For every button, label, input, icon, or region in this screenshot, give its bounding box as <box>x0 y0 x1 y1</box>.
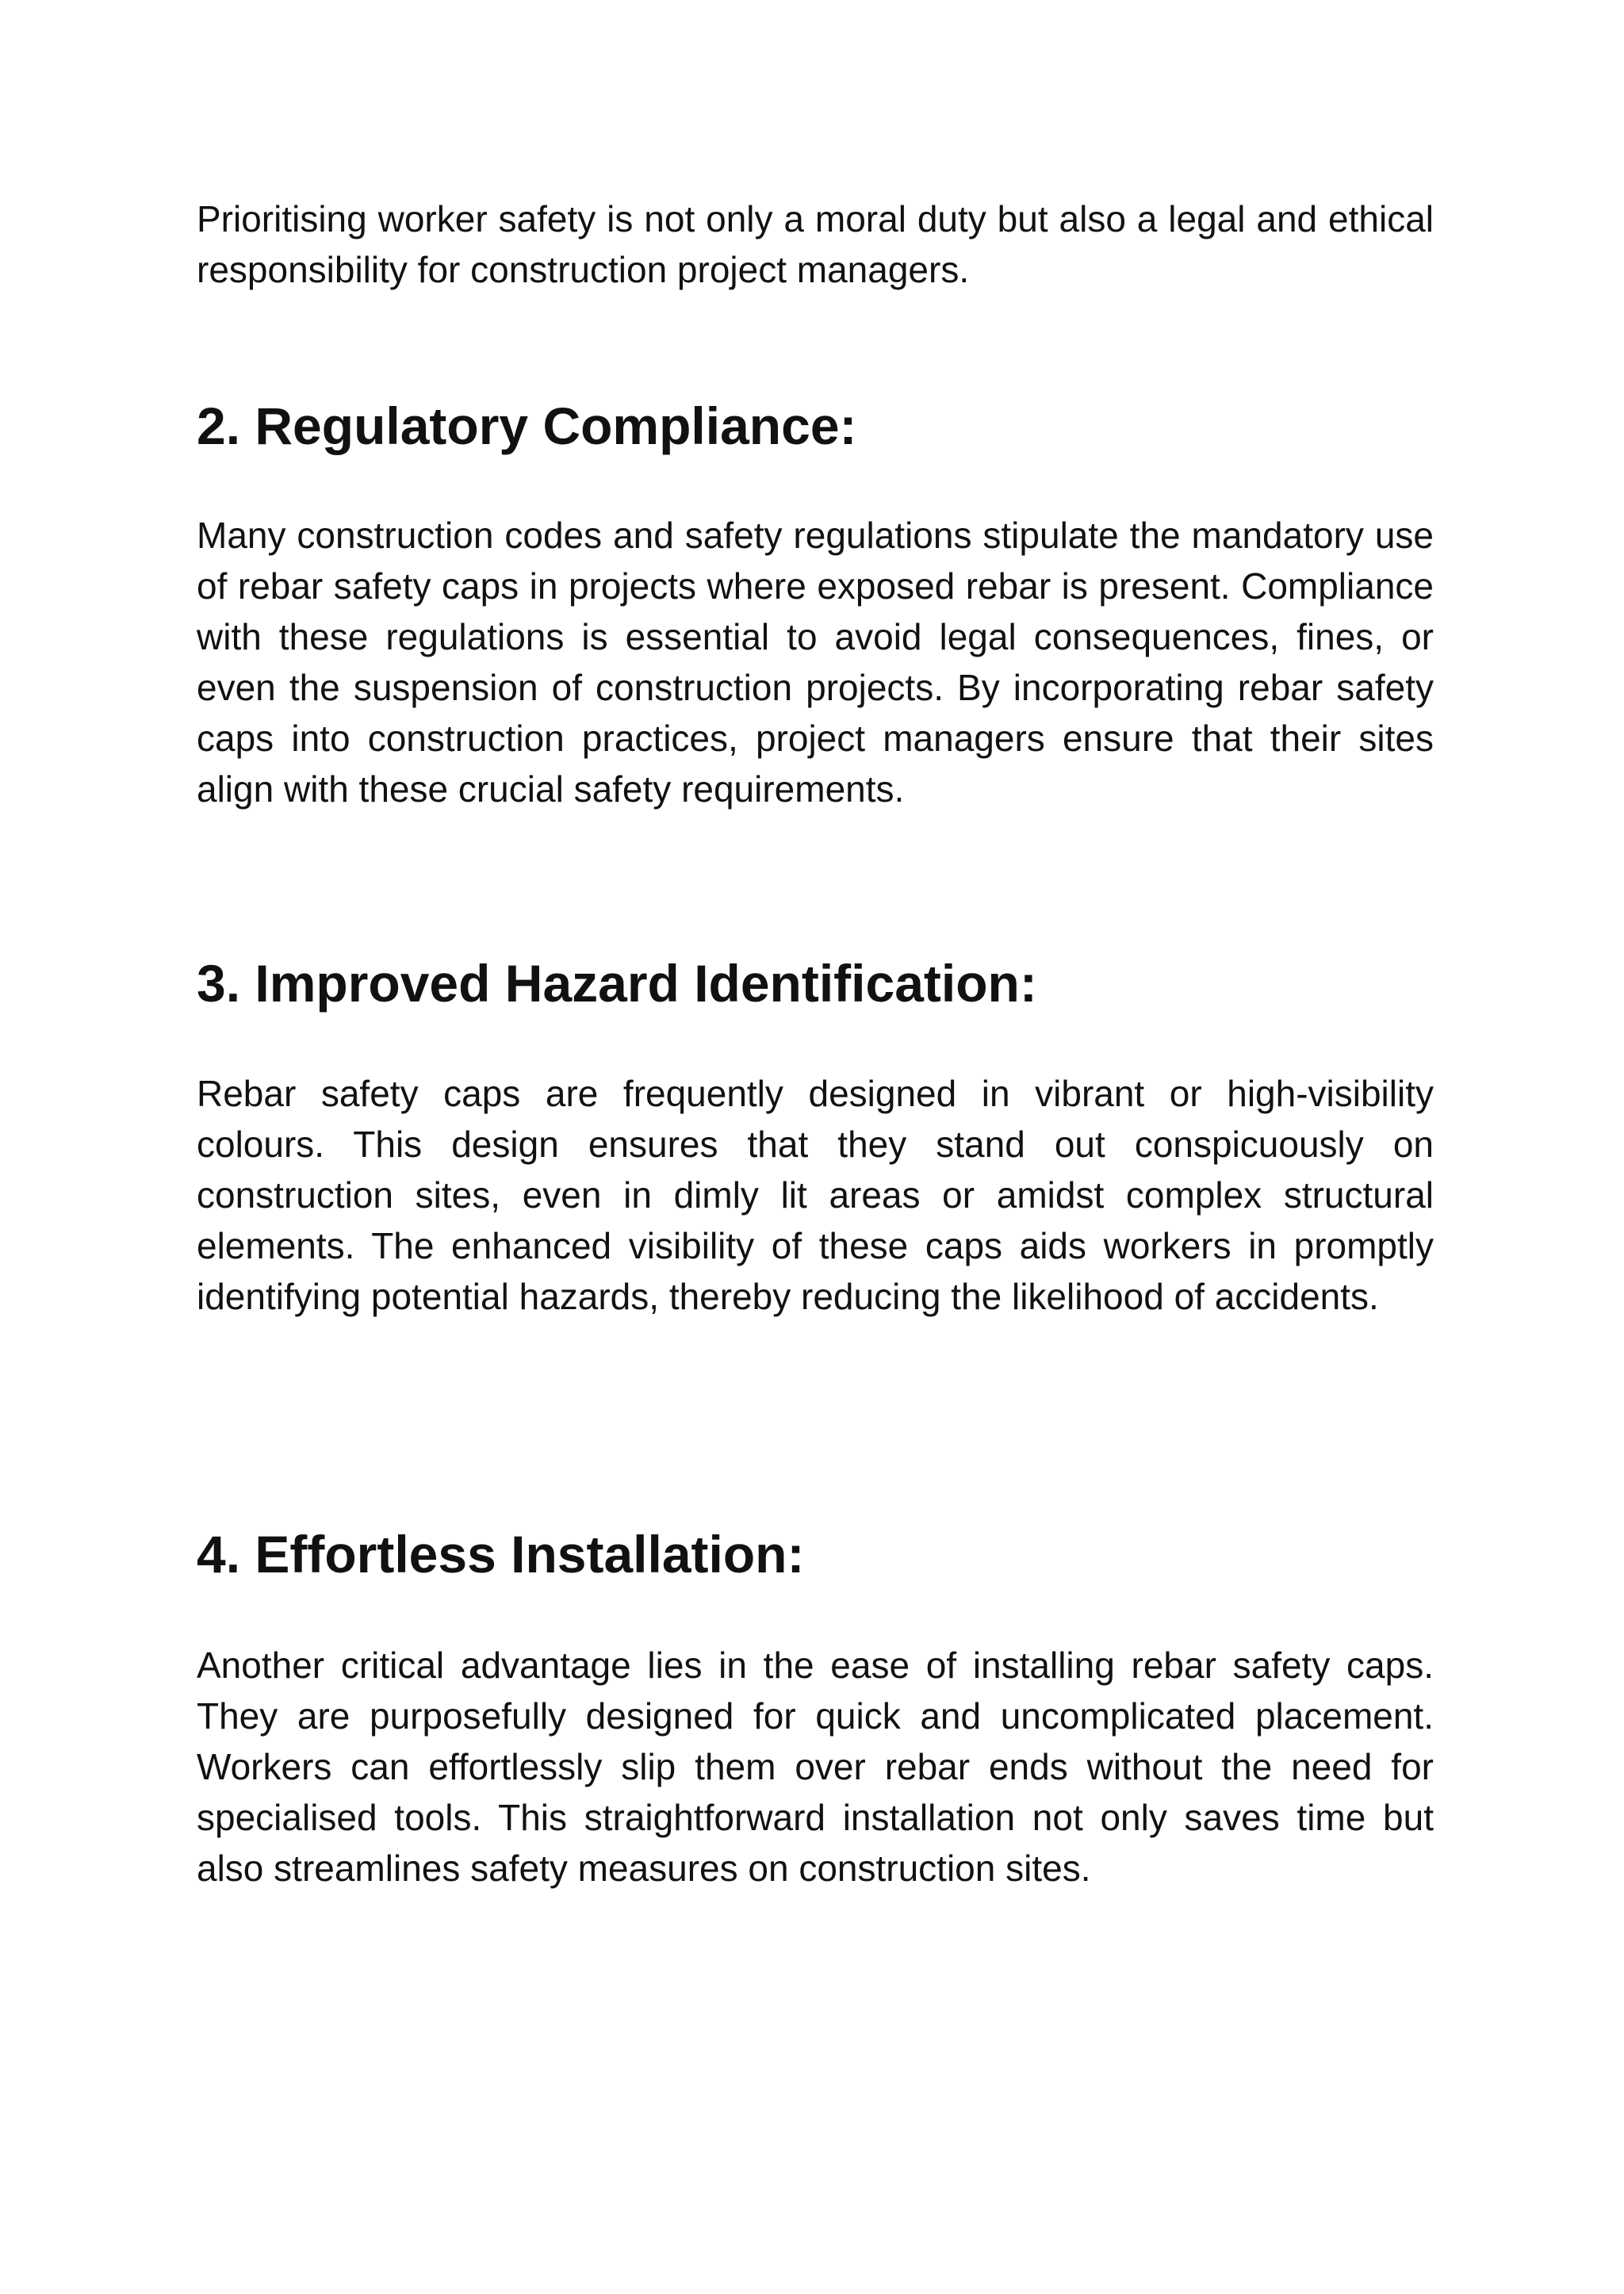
section-body-hazard-identification: Rebar safety caps are frequently designed in vibrant or high-visibility colours. This design ensures that they stand out conspicuously on construction sites, even in dimly lit areas or amidst complex structural elements. The enhanced visibility of these caps aids workers in promptly identifying potential hazards, thereby reducing the likelihood of accidents. <box>197 1073 1434 1317</box>
section-heading-effortless-installation: 4. Effortless Installation: <box>197 1525 805 1584</box>
intro-paragraph: Prioritising worker safety is not only a moral duty but also a legal and ethical responsibility for construction project managers. <box>197 198 1434 290</box>
section-body-effortless-installation: Another critical advantage lies in the ease of installing rebar safety caps. They are purposefully designed for quick and uncomplicated placement. Workers can effortlessly slip them over rebar ends without the need for specialised tools. This straightforward installation not only saves time but also streamlines safety measures on construction sites. <box>197 1645 1434 1889</box>
section-body-regulatory-compliance: Many construction codes and safety regulations stipulate the mandatory use of rebar safety caps in projects where exposed rebar is present. Compliance with these regulations is essential to avoid legal consequences, fines, or even the suspension of construction projects. By incorporating rebar safety caps into construction practices, project managers ensure that their sites align with these crucial safety requirements. <box>197 515 1434 810</box>
section-heading-hazard-identification: 3. Improved Hazard Identification: <box>197 954 1037 1013</box>
section-heading-regulatory-compliance: 2. Regulatory Compliance: <box>197 396 857 455</box>
